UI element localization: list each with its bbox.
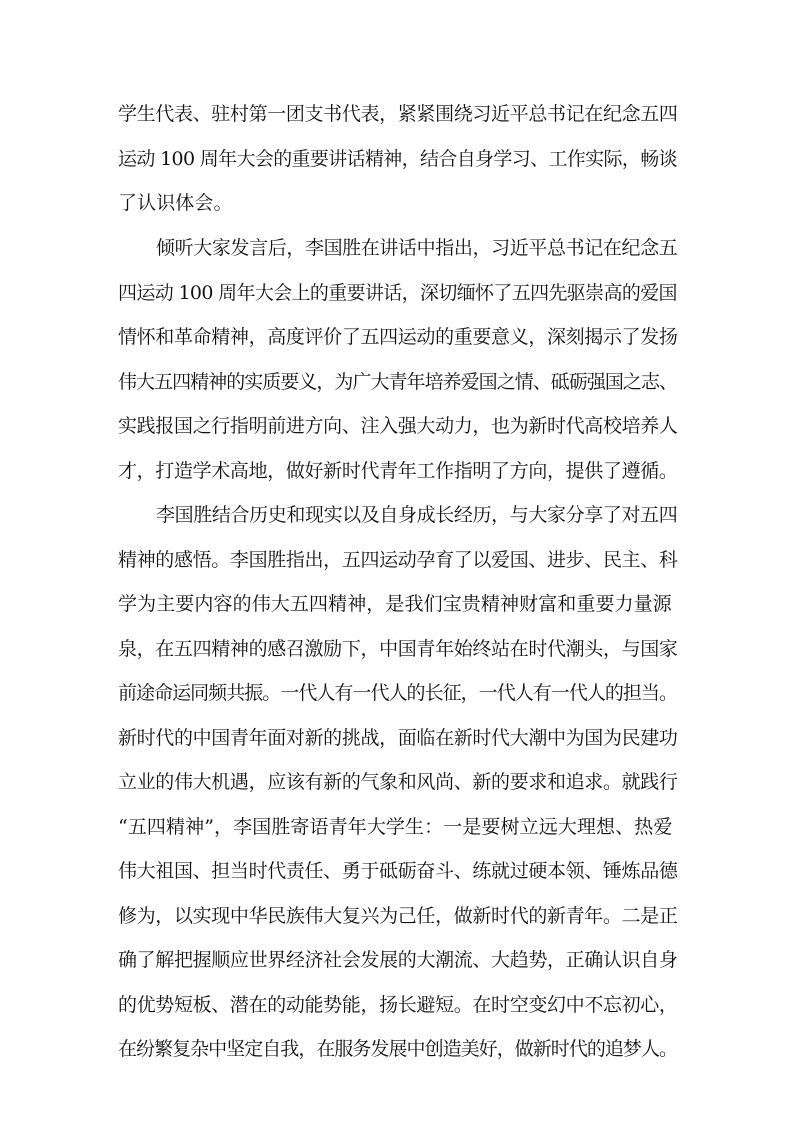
text-line: 立业的伟大机遇，应该有新的气象和风尚、新的要求和追求。就践行 (118, 771, 678, 793)
text-line: 泉，在五四精神的感召激励下，中国青年始终站在时代潮头，与国家 (118, 638, 678, 660)
text-line: 实践报国之行指明前进方向、注入强大动力，也为新时代高校培养人 (118, 415, 678, 437)
text-line: 修为，以实现中华民族伟大复兴为己任，做新时代的新青年。二是正 (118, 905, 678, 927)
text-line: 情怀和革命精神，高度评价了五四运动的重要意义，深刻揭示了发扬 (118, 326, 678, 348)
text-line: 新时代的中国青年面对新的挑战，面临在新时代大潮中为国为民建功 (118, 727, 678, 749)
text-line: 学为主要内容的伟大五四精神，是我们宝贵精神财富和重要力量源 (118, 593, 672, 615)
text-line: 前途命运同频共振。一代人有一代人的长征，一代人有一代人的担当。 (118, 682, 678, 704)
text-line: 确了解把握顺应世界经济社会发展的大潮流、大趋势，正确认识自身 (118, 949, 678, 971)
text-line: 四运动 100 周年大会上的重要讲话，深切缅怀了五四先驱崇高的爱国 (118, 282, 677, 304)
text-line: 了认识体会。 (118, 192, 233, 214)
text-line: 才，打造学术高地，做好新时代青年工作指明了方向，提供了遵循。 (118, 460, 678, 482)
text-line: “五四精神”，李国胜寄语青年大学生：一是要树立远大理想、热爱 (118, 816, 673, 838)
text-line: 在纷繁复杂中坚定自我，在服务发展中创造美好，做新时代的追梦人。 (118, 1038, 678, 1060)
text-line: 精神的感悟。李国胜指出，五四运动孕育了以爱国、进步、民主、科 (118, 549, 678, 571)
text-line: 李国胜结合历史和现实以及自身成长经历，与大家分享了对五四 (156, 504, 678, 526)
text-line: 伟大五四精神的实质要义，为广大青年培养爱国之情、砥砺强国之志、 (118, 371, 678, 393)
text-line: 运动 100 周年大会的重要讲话精神，结合自身学习、工作实际，畅谈 (118, 148, 677, 170)
text-line: 伟大祖国、担当时代责任、勇于砥砺奋斗、练就过硬本领、锤炼品德 (118, 860, 678, 882)
text-line: 学生代表、驻村第一团支书代表，紧紧围绕习近平总书记在纪念五四 (118, 103, 678, 125)
text-line: 倾听大家发言后，李国胜在讲话中指出，习近平总书记在纪念五 (156, 237, 678, 259)
text-line: 的优势短板、潜在的动能势能，扬长避短。在时空变幻中不忘初心， (118, 994, 678, 1016)
